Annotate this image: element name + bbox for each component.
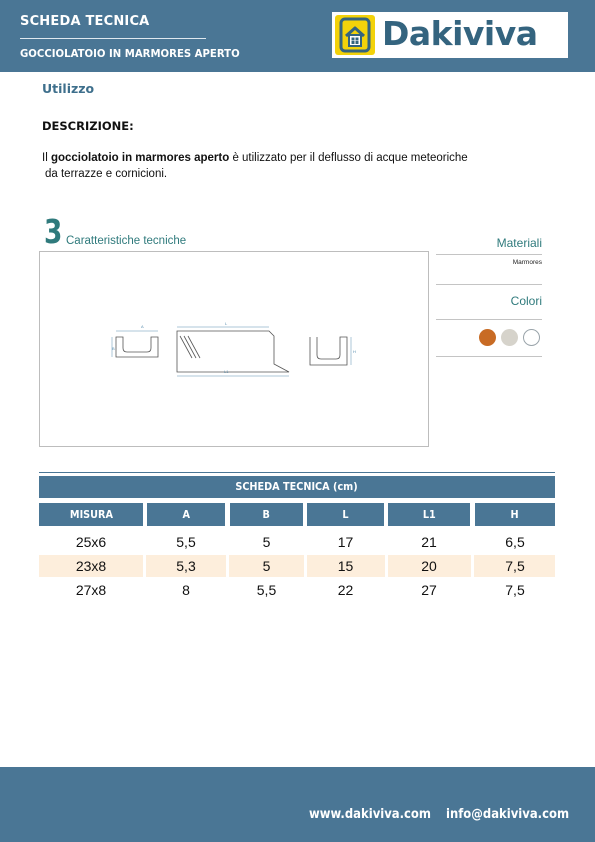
description-label: DESCRIZIONE: (42, 119, 134, 133)
description-text (42, 150, 542, 182)
description-line-1 (42, 150, 542, 166)
table-header-b (230, 503, 303, 526)
table-cell-b: 5,5 (256, 582, 277, 598)
side-view (177, 327, 289, 376)
table-cell-b: 5 (262, 558, 271, 574)
table-header-l1 (388, 503, 470, 526)
house-icon (335, 15, 375, 55)
table-header-label: A (182, 508, 190, 521)
cell-separator (471, 555, 474, 577)
table-cell-l1: 21 (421, 534, 437, 550)
table-row (39, 555, 555, 577)
table-cell-a: 8 (182, 582, 190, 598)
dim-label-l: L (225, 321, 228, 326)
table-cell-misura: 25x6 (75, 534, 107, 550)
header-band (0, 0, 595, 72)
table-cell-l: 15 (337, 558, 354, 574)
footer-website-link[interactable]: www.dakiviva.com (309, 806, 432, 822)
table-cell-l: 17 (337, 534, 354, 550)
header-title: SCHEDA TECNICA (20, 14, 150, 29)
technical-drawing-svg (40, 252, 430, 448)
description-line-2: da terrazze e cornicioni. (45, 168, 168, 180)
front-section-view (112, 331, 158, 357)
table-header-label: L1 (422, 508, 436, 521)
table-header-misura (39, 503, 143, 526)
table-header-l (307, 503, 384, 526)
dakiviva-logo (332, 12, 568, 58)
table-cell-a: 5,5 (176, 534, 196, 550)
table-cell-h: 7,5 (505, 582, 525, 598)
material-value: Marmores (512, 259, 542, 266)
table-cell-misura: 23x8 (75, 558, 107, 574)
materials-divider-bottom (436, 284, 542, 285)
section-heading-utilizzo: Utilizzo (42, 81, 95, 96)
footer-band (0, 767, 595, 842)
table-title-text: SCHEDA TECNICA (cm) (235, 480, 359, 493)
color-swatch-orange (479, 329, 496, 346)
cell-separator (226, 555, 229, 577)
colors-label: Colori (510, 294, 542, 308)
table-cell-h: 7,5 (505, 558, 525, 574)
dim-label-l1: L1 (224, 369, 229, 374)
header-divider (20, 38, 206, 39)
description-suffix: è utilizzato per il deflusso di acque meteoriche (229, 152, 468, 164)
table-cell-a: 5,3 (176, 558, 196, 574)
logo-wordmark: Dakiviva (382, 14, 538, 53)
colors-divider-bottom (436, 356, 542, 357)
section-number: 3 (44, 212, 63, 251)
table-cell-misura: 27x8 (75, 582, 107, 598)
cell-separator (143, 555, 146, 577)
table-top-rule (39, 472, 555, 473)
dim-label-b: B (112, 346, 115, 351)
table-cell-b: 5 (262, 534, 271, 550)
table-cell-l1: 27 (421, 582, 437, 598)
colors-divider-top (436, 319, 542, 320)
table-cell-l: 22 (337, 582, 354, 598)
color-swatch-grey (501, 329, 518, 346)
table-row (39, 579, 555, 601)
table-header-label: L (342, 508, 349, 521)
section-title-characteristics: Caratteristiche tecniche (66, 235, 187, 247)
table-header-label: B (262, 508, 271, 521)
header-subtitle: GOCCIOLATOIO IN MARMORES APERTO (20, 47, 240, 60)
dim-label-h: H (353, 349, 356, 354)
description-prefix: Il (42, 152, 51, 164)
table-header-h (475, 503, 555, 526)
table-header-label: MISURA (69, 508, 113, 521)
table-cell-h: 6,5 (505, 534, 525, 550)
table-header-a (147, 503, 225, 526)
dim-label-a: A (141, 324, 144, 329)
table-title (39, 476, 555, 498)
color-swatch-white (523, 329, 540, 346)
footer-email-link[interactable]: info@dakiviva.com (446, 806, 570, 822)
description-product-name: gocciolatoio in marmores aperto (50, 152, 230, 164)
end-view (310, 337, 351, 365)
table-header-label: H (510, 508, 520, 521)
table-cell-l1: 20 (421, 558, 437, 574)
materials-divider-top (436, 254, 542, 255)
materials-label: Materiali (496, 236, 542, 250)
table-row (39, 531, 555, 553)
technical-drawing (39, 251, 429, 447)
